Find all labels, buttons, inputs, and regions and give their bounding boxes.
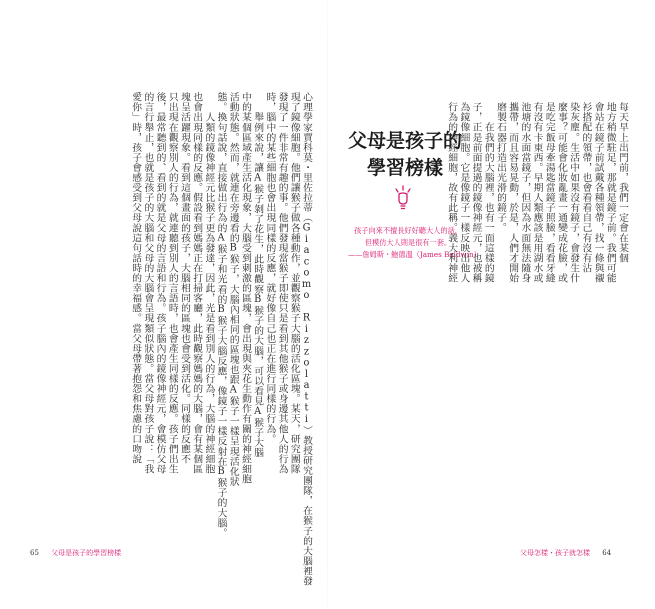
left-page-number: 65 [30, 549, 39, 557]
right-running-head: 父母怎樣・孩子就怎樣 [520, 549, 590, 557]
quote-line2: 但模仿大人則是很有一套。 [364, 238, 452, 247]
quote-line1: 孩子向來不擅長好好聽大人的話， [354, 226, 462, 235]
left-running-head: 父母是孩子的學習榜樣 [51, 549, 122, 557]
chapter-title-line1: 父母是孩子的 [347, 130, 462, 152]
right-page-body: 每天早上出門前，我們一定會在某個 地方稍微駐足，那就是鏡子前。我們可能 會站在鏡子前試戴各種領帶，找一條與襯 衫搭配的領帶，也會看看自己有沒有沾 染灰塵。生活中如果沒有鏡子，會發生什 麼事？可能會化妝亂畫一通變成花臉，或 是吃完飯母牽湯匙當鏡子照臉，看看牙縫 有沒有卡東西。早期人類應該是用湖水或 池塘的水面當鏡子，但因為水面無法隨身 攜帶，而且容易晃動，於是，人們才開始 磨製石器打造出光滑的鏡子。 在我們的大腦裡，也有一面這樣的鏡 子，正是前面提過的鏡像神經元，也被稱 為鏡像細胞。它是像鏡子一樣反映出他人 行為的神經細胞，故有此稱。義大利神經 [446, 102, 628, 283]
quote-attribution: ——詹姆斯・鮑德溫（James Baldwin） [348, 250, 481, 259]
lightbulb-icon [393, 185, 413, 211]
left-page-body: 心理學家賈科莫・里佐拉蒂（Giacomo Rizzolatti）教授研究團隊，在猴子的大腦裡發 現了鏡像細胞。他們讓猴子做各種動作，並觀察猴子大腦的活化區塊。某天，研究團隊 發現了一件非常有趣的事。他們發現當猴子即使只是看到其他猴子或身邊其他人的行為 時，腦中的某些細胞也會出現同樣的反應，就好像自己也正在進行同樣的行為。 舉例來說，讓A猴子剝了花生，此時觀察B猴子的大腦，可以看見A猴子大腦 中的某個區域產生活化現象，大腦受到刺激的區塊，會出現與夾花生動作有關的神經細胞 活動狀態。然而，就連在旁邊看的B猴子，大腦內相同的區塊也跟A猴子一樣呈現活化狀 態。換句話說，直接做出行為的A猴子和光看的B猴子大腦反應，像鏡子一樣反射在B猴子的大腦。 人類的鏡像神經元比猴子更為發達，因此，光是看到別人的行為，大腦的神經細胞 也會出現同樣的反應。假設看到媽媽正在打掃客廳，此時觀察媽媽的大腦，會有某個區 塊呈活躍現象。看到這個畫面的孩子，大腦相同的區塊也會受到活化。同樣的反應不 只出現在觀察別人的行為，就連聽到別人的言語時，也會產生同樣的反應。孩子們出生 後，最常聽到的、看到的就是父母的言語和行為。孩子腦內的鏡像神經元，會模仿父母 的言行舉止，也就是孩子的大腦和父母的大腦會呈現類似狀態。當父母對孩子說：「我 愛你」時，孩子會感受到父母說這句話時的幸福感。當父母帶著抱怨和焦慮的口吻說 [130, 92, 312, 586]
left-page-footer [30, 548, 121, 558]
right-page-number: 64 [602, 549, 612, 557]
chapter-title-line2: 學習榜樣 [366, 157, 443, 179]
right-page-footer [520, 548, 611, 558]
